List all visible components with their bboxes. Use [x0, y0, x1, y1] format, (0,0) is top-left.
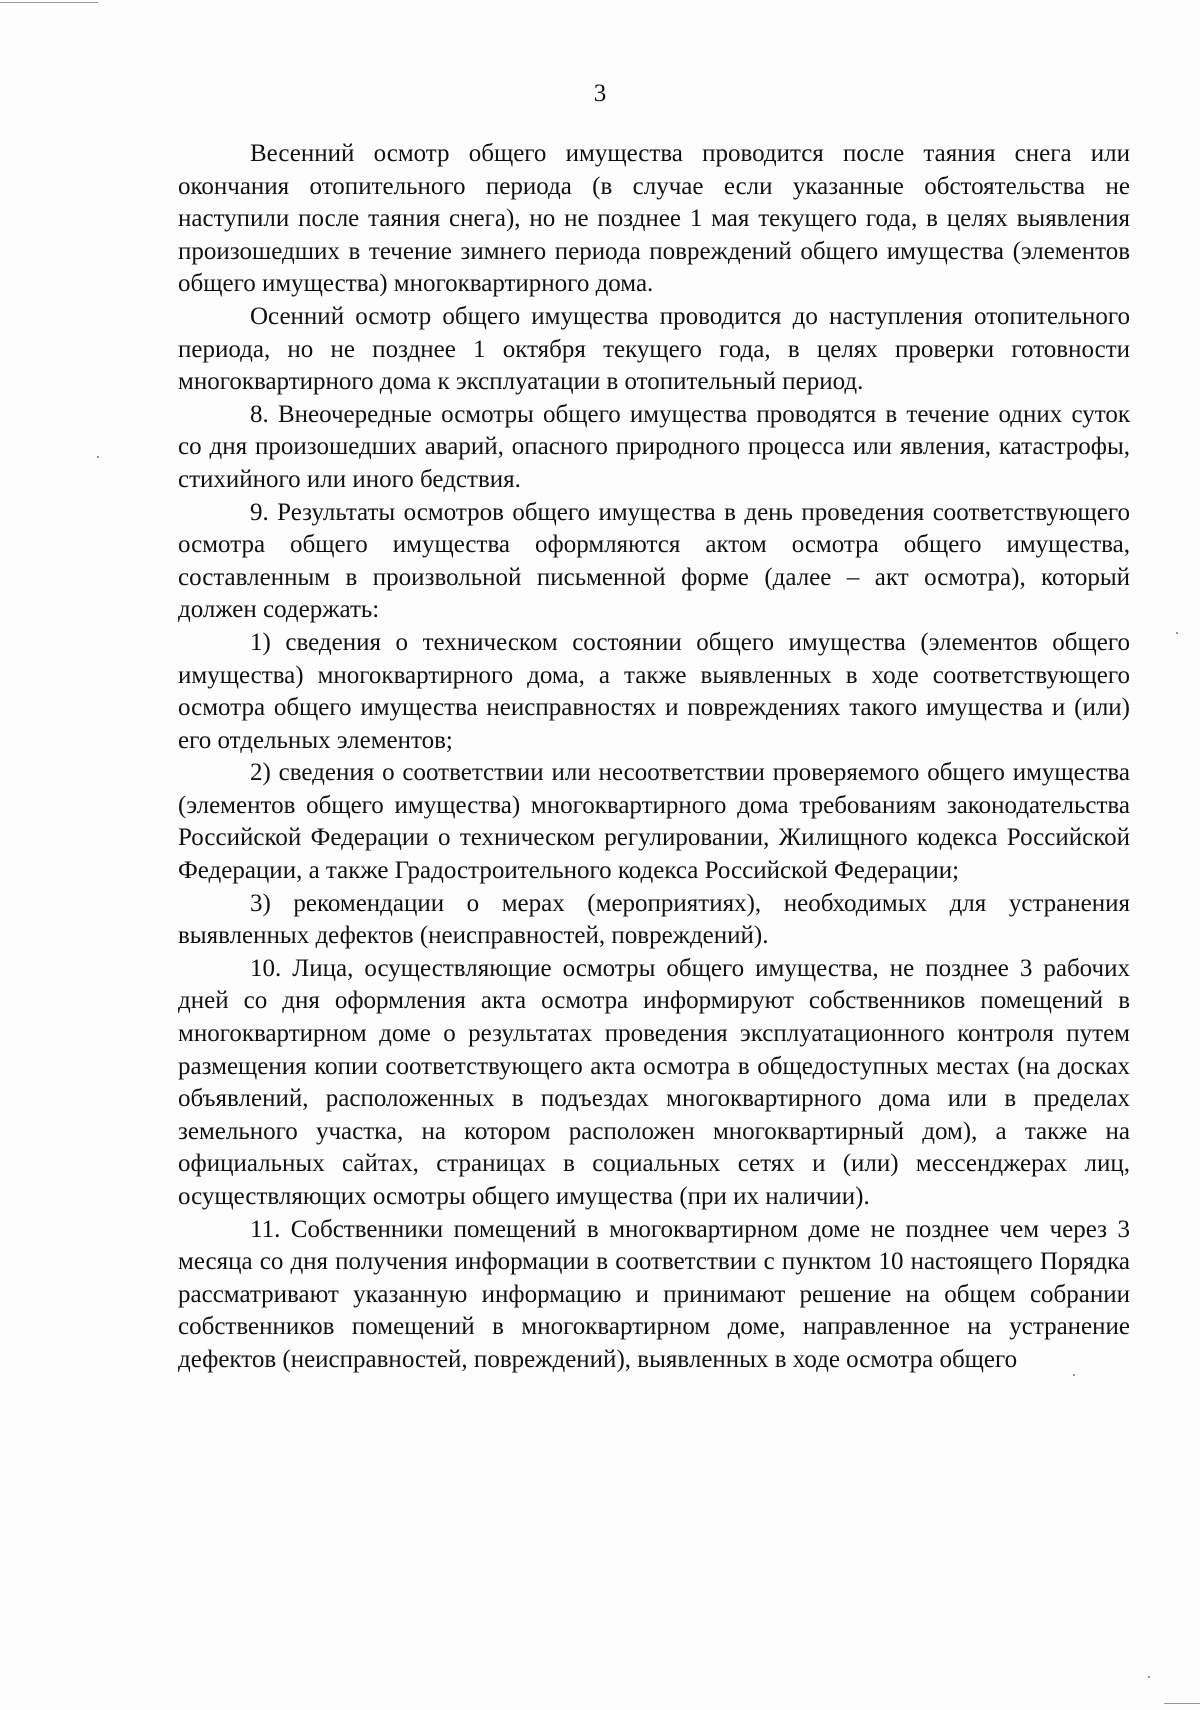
scan-edge-line — [0, 2, 98, 3]
paragraph: 11. Собственники помещений в многоквартирном доме не позднее чем через 3 месяца со дня получения информации в соответствии с пунктом 10 настоящего Порядка рассматривают указанную информацию и принимают решение на общем собрании собственников помещений в многоквартирном доме, направленное на устранение дефектов (неисправностей, повреждений), выявленных в ходе осмотра общего — [178, 1215, 1130, 1373]
paragraph: 10. Лица, осуществляющие осмотры общего имущества, не позднее 3 рабочих дней со дня оформления акта осмотра информируют собственников помещений в многоквартирном доме о результатах проведения эксплуатационного контроля путем размещения копии соответствующего акта осмотра в общедоступных местах (на досках объявлений, расположенных в подъездах многоквартирного дома или в пределах земельного участка, на котором расположен многоквартирный дом), а также на официальных сайтах, страницах в социальных сетях и (или) мессенджерах лиц, осуществляющих осмотры общего имущества (при их наличии). — [178, 954, 1130, 1210]
paragraph: 2) сведения о соответствии или несоответствии проверяемого общего имущества (элементов общего имущества) многоквартирного дома требованиям законодательства Российской Федерации о техническом регулировании, Жилищного кодекса Российской Федерации, а также Градостроительного кодекса Российской Федерации; — [178, 759, 1130, 885]
scan-speck — [1148, 1676, 1150, 1678]
paragraph: 1) сведения о техническом состоянии общего имущества (элементов общего имущества) многоквартирного дома, а также выявленных в ходе соответствующего осмотра общего имущества неисправностях и повреждениях такого имущества и (или) его отдельных элементов; — [178, 628, 1130, 754]
page-number: 3 — [593, 80, 607, 107]
paragraph: 3) рекомендации о мерах (мероприятиях), необходимых для устранения выявленных дефектов (неисправностей, повреждений). — [178, 889, 1130, 950]
scan-edge-line — [1164, 1703, 1200, 1704]
paragraph: 9. Результаты осмотров общего имущества в день проведения соответствующего осмотра общего имущества оформляются актом осмотра общего имущества, составленным в произвольной письменной форме (далее – акт осмотра), который должен содержать: — [178, 498, 1130, 624]
paragraph: Осенний осмотр общего имущества проводится до наступления отопительного периода, но не позднее 1 октября текущего года, в целях проверки готовности многоквартирного дома к эксплуатации в отопительный период. — [178, 302, 1130, 396]
paragraph: Весенний осмотр общего имущества проводится после таяния снега или окончания отопительного периода (в случае если указанные обстоятельства не наступили после таяния снега), но не позднее 1 мая текущего года, в целях выявления произошедших в течение зимнего периода повреждений общего имущества (элементов общего имущества) многоквартирного дома. — [178, 140, 1130, 298]
document-body — [178, 138, 1130, 1377]
scan-speck — [97, 456, 99, 458]
scan-speck — [1176, 632, 1178, 634]
paragraph: 8. Внеочередные осмотры общего имущества проводятся в течение одних суток со дня произошедших аварий, опасного природного процесса или явления, катастрофы, стихийного или иного бедствия. — [178, 400, 1130, 493]
